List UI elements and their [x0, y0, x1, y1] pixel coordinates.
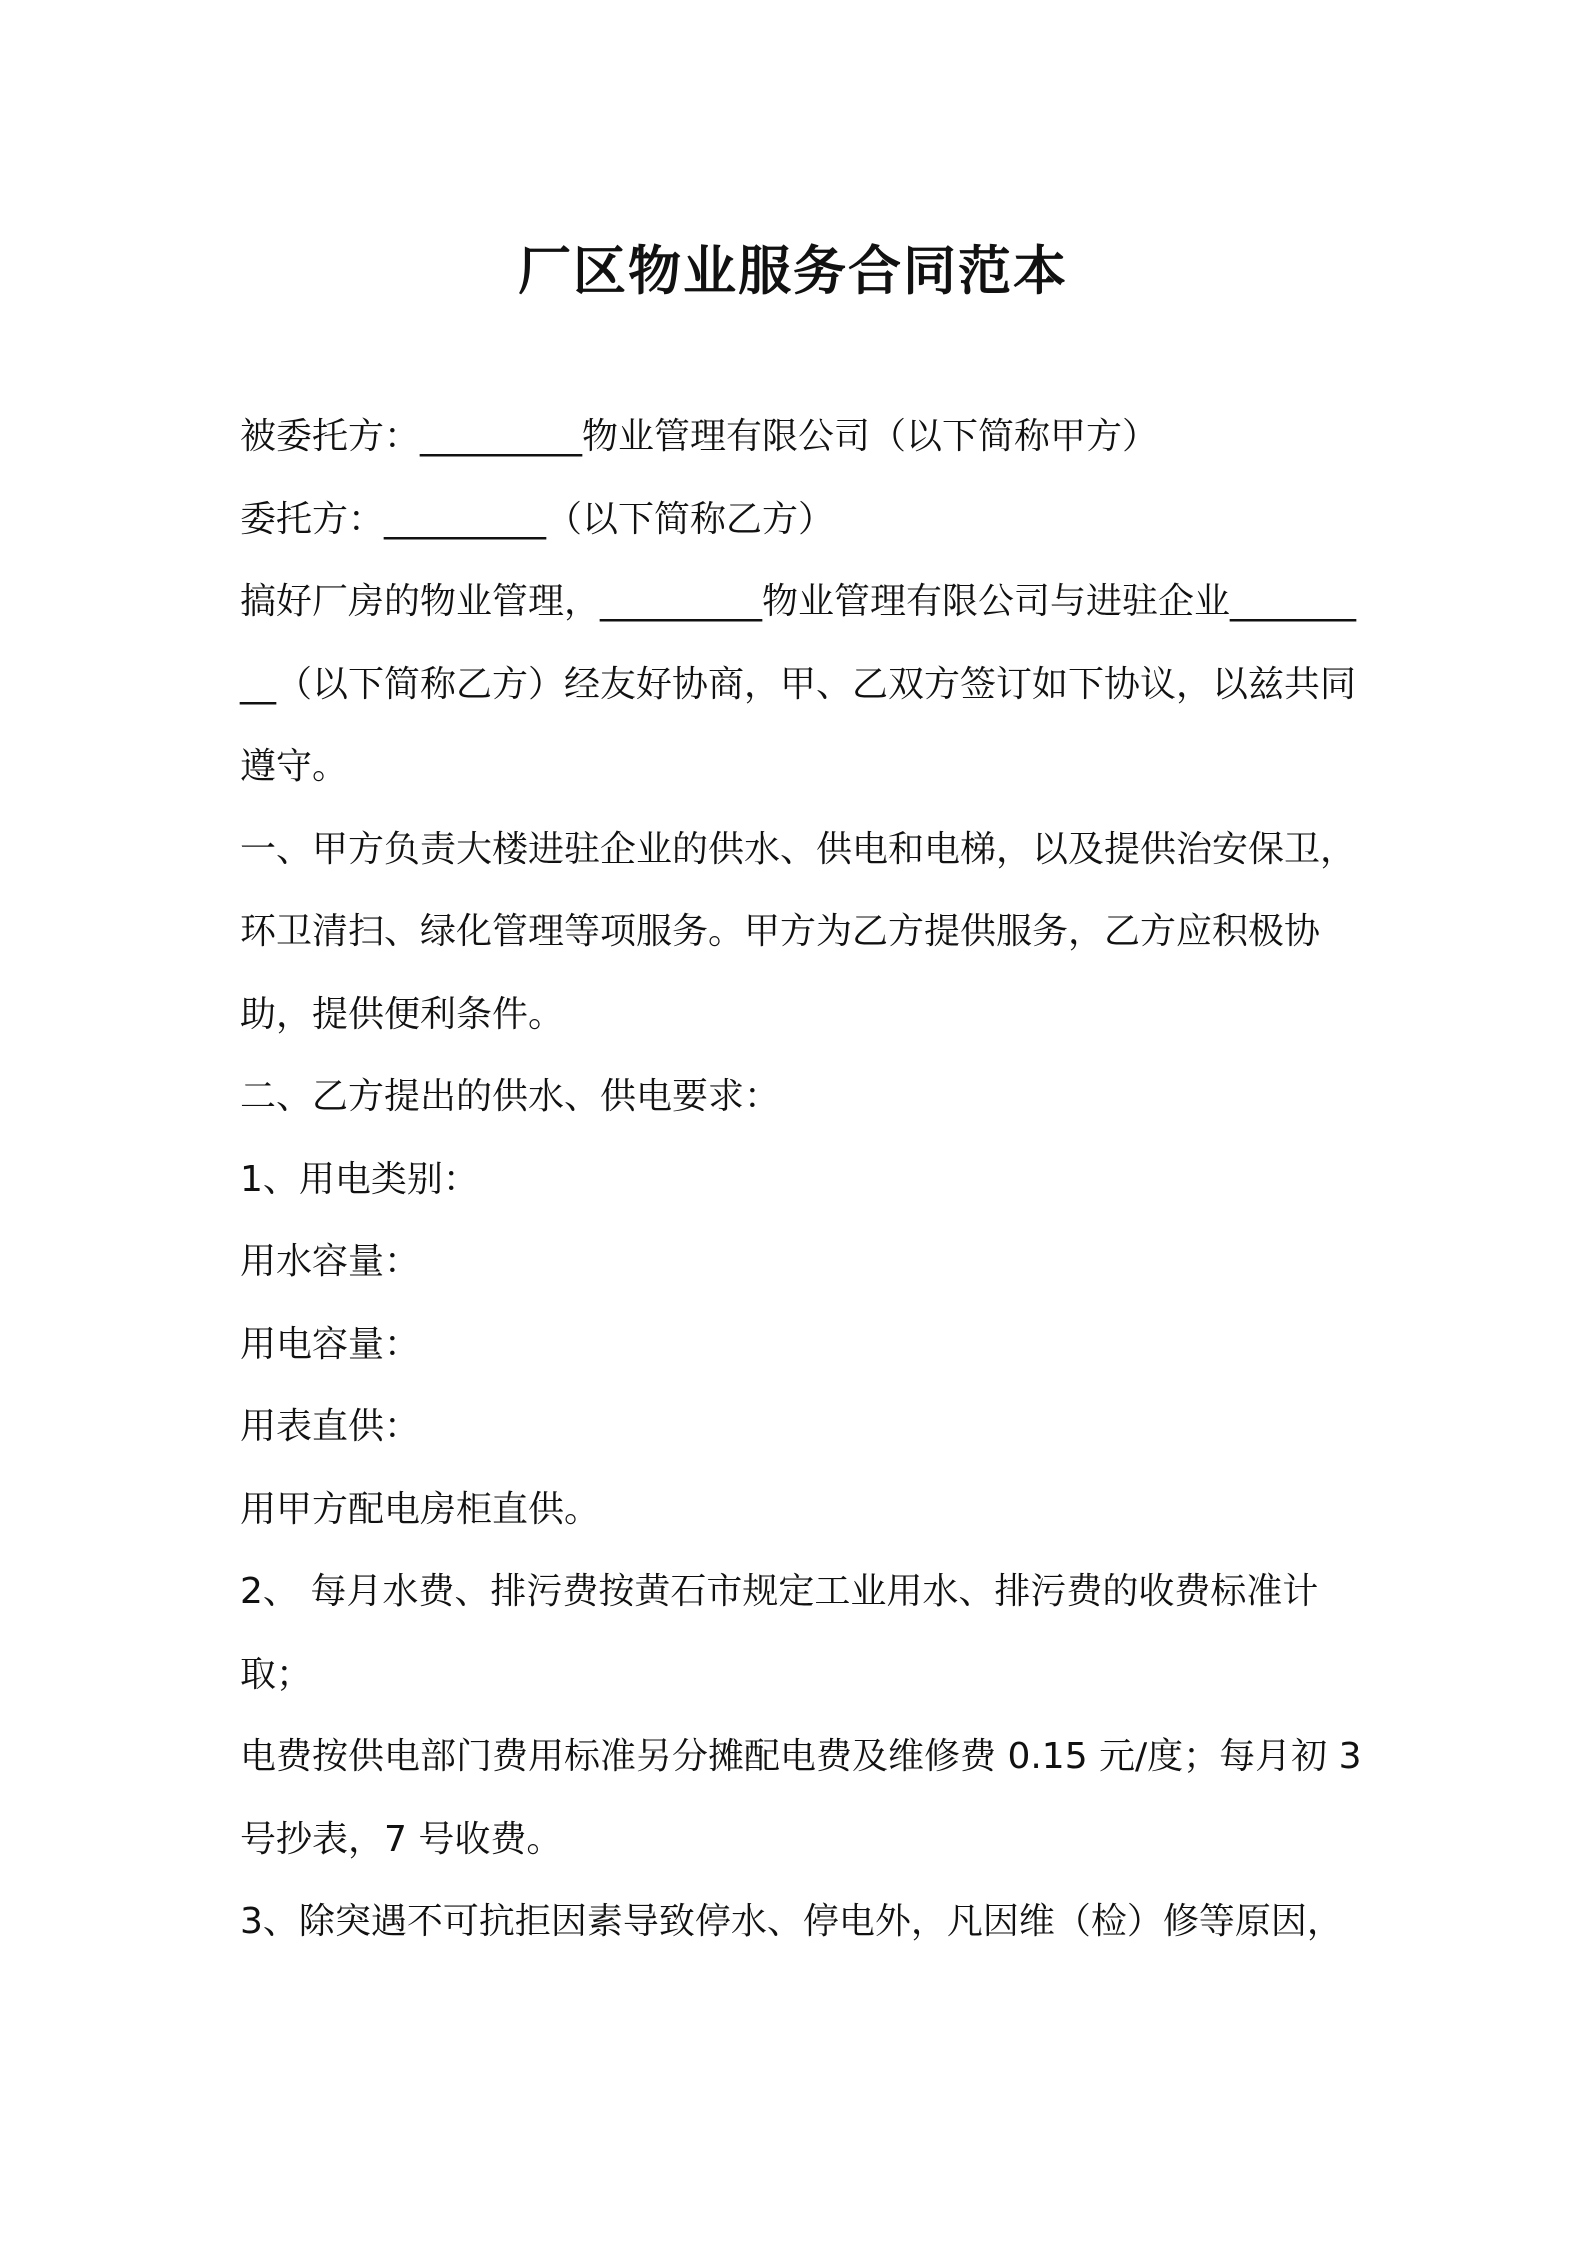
water-fee-paragraph: 2、 每月水费、排污费按黄石市规定工业用水、排污费的收费标准计取；	[240, 1571, 1319, 1695]
outage-clause-paragraph: 3、除突遇不可抗拒因素导致停水、停电外，凡因维（检）修等原因，	[240, 1901, 1343, 1942]
power-room-supply-line: 用甲方配电房柜直供。	[240, 1488, 601, 1530]
party-a-line: 被委托方：_________物业管理有限公司（以下简称甲方）	[240, 416, 1159, 457]
clause-2-heading: 二、乙方提出的供水、供电要求：	[240, 1076, 781, 1117]
water-capacity-line: 用水容量：	[240, 1241, 421, 1282]
intro-paragraph: 搞好厂房的物业管理，_________物业管理有限公司与进驻企业_________（以下简称乙方）经友好协商，甲、乙双方签订如下协议，以兹共同遵守。	[240, 581, 1357, 787]
electricity-type-line: 1、用电类别：	[240, 1158, 479, 1200]
page-title: 厂区物业服务合同范本	[518, 240, 1068, 302]
direct-meter-line: 用表直供：	[240, 1406, 421, 1447]
clause-1-paragraph: 一、甲方负责大楼进驻企业的供水、供电和电梯，以及提供治安保卫，环卫清扫、绿化管理等项服务。甲方为乙方提供服务，乙方应积极协助，提供便利条件。	[240, 828, 1357, 1035]
contract-body	[240, 396, 1370, 1964]
electricity-fee-paragraph: 电费按供电部门费用标准另分摊配电费及维修费 0.15 元/度；每月初 3 号抄表，7 号收费。	[240, 1736, 1362, 1860]
party-b-line: 委托方：_________（以下简称乙方）	[240, 498, 835, 540]
power-capacity-line: 用电容量：	[240, 1323, 421, 1365]
